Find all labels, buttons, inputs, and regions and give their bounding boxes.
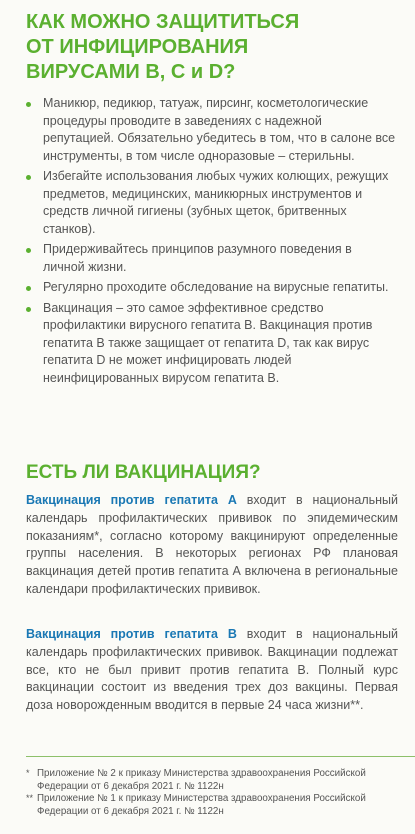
footnote-text: Приложение № 1 к приказу Министерства здравоохранения Российской Федерации от 6 декабря 2021 г. № 1122н (37, 793, 366, 817)
title-line: ВИРУСАМИ B, C и D? (26, 61, 236, 83)
list-item (26, 241, 396, 276)
list-item-text: Маникюр, педикюр, татуаж, пирсинг, косметологические процедуры проводите в заведениях с надежной репутацией. Обязательно убедитесь в том, что в салоне все инструменты, в том числе одноразовые – стерильны. (43, 96, 396, 163)
paragraph-hepatitis-b (26, 626, 398, 715)
list-item-text: Вакцинация – это самое эффективное средство профилактики вирусного гепатита В. Вакцинация против гепатита В также защищает от гепатита D, так как вирус гепатита D не может инфицировать людей неинфицированных вирусом гепатита В. (43, 300, 373, 385)
paragraph-text: входит в национальный календарь профилактических прививок. Вакцинации подлежат все, кто не был привит против гепатита В. Полный курс вакцинации состоит из введения трех доз вакцины. Первая доза новорожденным вводится в первые 24 часа жизни**. (26, 627, 398, 713)
footnotes (26, 768, 406, 818)
footnote (26, 793, 406, 818)
paragraph-text: входит в национальный календарь профилактических прививок по эпидемическим показаниям*, согласно которому вакцинируют определенные группы населения. В некоторых регионах РФ плановая вакцинация детей против гепатита А включена в региональные календари профилактических прививок. (26, 493, 398, 596)
list-item (26, 279, 396, 297)
list-item-text: Избегайте использования любых чужих колющих, режущих предметов, медицинских, маникюрных инструментов и средств личной гигиены (зубных щеток, бритвенных станков). (43, 169, 389, 236)
title-line: ОТ ИНФИЦИРОВАНИЯ (26, 36, 249, 58)
section-title-vaccination: ЕСТЬ ЛИ ВАКЦИНАЦИЯ? (26, 462, 261, 483)
bullet-dot-icon (26, 248, 31, 253)
paragraph-hepatitis-a (26, 492, 398, 599)
paragraph-lead: Вакцинация против гепатита В (26, 627, 237, 641)
bullet-dot-icon (26, 175, 31, 180)
list-item (26, 300, 396, 388)
title-line: КАК МОЖНО ЗАЩИТИТЬСЯ (26, 11, 300, 33)
footnote-mark: ** (26, 793, 34, 803)
footnote-text: Приложение № 2 к приказу Министерства здравоохранения Российской Федерации от 6 декабря 2021 г. № 1122н (37, 768, 366, 792)
prevention-list (26, 95, 396, 390)
footnote-mark: * (26, 768, 30, 778)
section-title-protection (26, 10, 406, 85)
list-item-text: Регулярно проходите обследование на вирусные гепатиты. (43, 280, 389, 294)
footnote (26, 768, 406, 793)
list-item (26, 168, 396, 238)
list-item-text: Придерживайтесь принципов разумного поведения в личной жизни. (43, 242, 352, 274)
paragraph-lead: Вакцинация против гепатита А (26, 493, 237, 507)
bullet-dot-icon (26, 307, 31, 312)
list-item (26, 95, 396, 165)
footnote-divider (26, 756, 415, 757)
bullet-dot-icon (26, 102, 31, 107)
bullet-dot-icon (26, 286, 31, 291)
